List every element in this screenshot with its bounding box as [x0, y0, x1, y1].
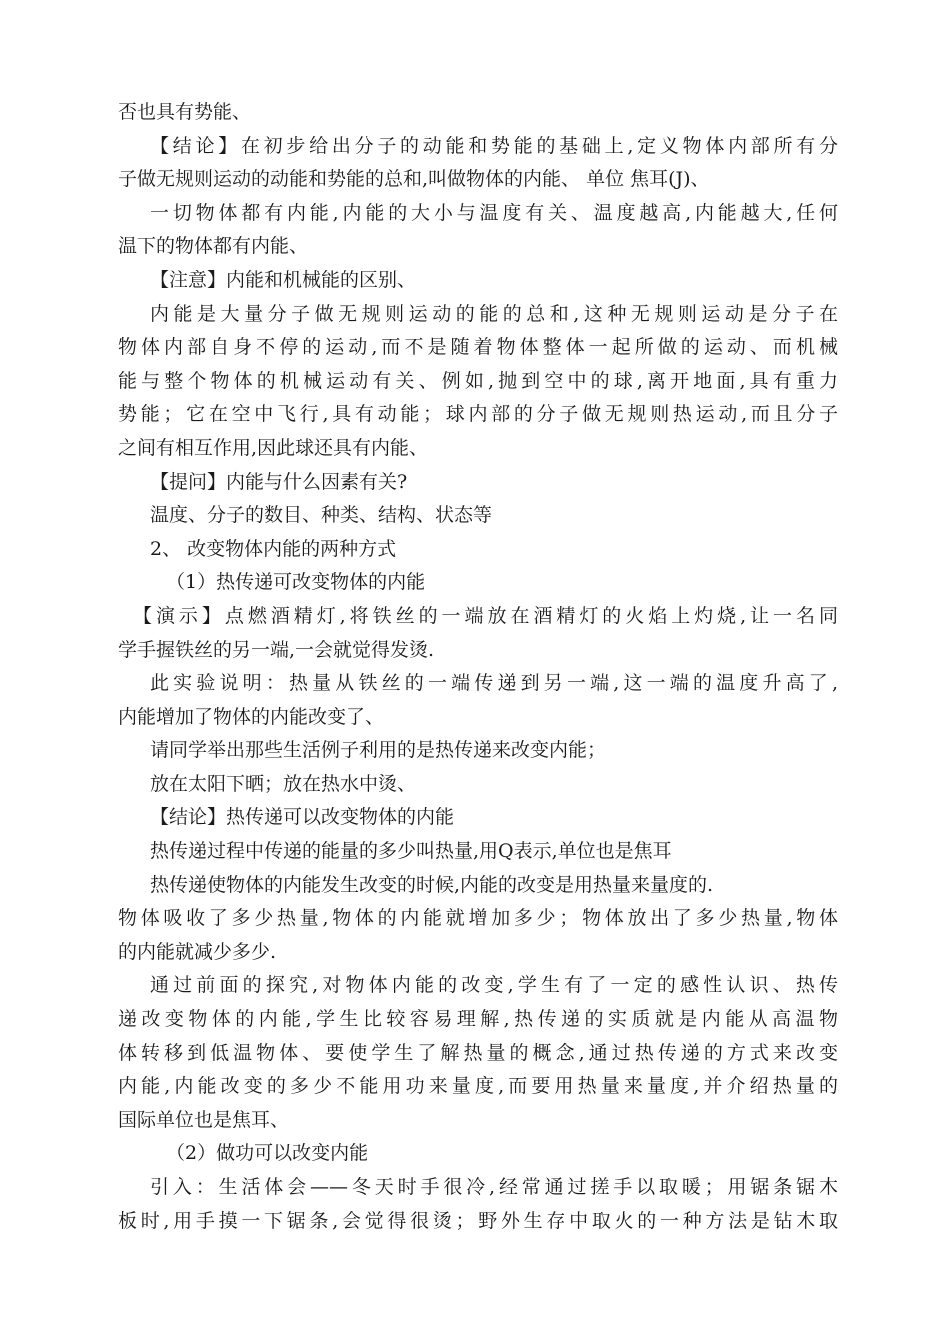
text-line: 势能；它在空中飞行,具有动能；球内部的分子做无规则热运动,而且分子: [118, 403, 838, 426]
text-line: 物体内部自身不停的运动,而不是随着物体整体一起所做的运动、而机械: [118, 336, 838, 359]
text-line: 【演示】点燃酒精灯,将铁丝的一端放在酒精灯的火焰上灼烧,让一名同: [133, 604, 838, 627]
text-line: 否也具有势能、: [118, 101, 252, 123]
text-line: 请同学举出那些生活例子利用的是热传递来改变内能；: [150, 739, 607, 762]
text-line: 此实验说明：热量从铁丝的一端传递到另一端,这一端的温度升高了,: [150, 672, 838, 695]
text-line: 内能是大量分子做无规则运动的能的总和,这种无规则运动是分子在: [150, 302, 838, 325]
text-line: 通过前面的探究,对物体内能的改变,学生有了一定的感性认识、热传: [150, 974, 838, 997]
text-line: 温下的物体都有内能、: [118, 235, 309, 258]
text-line: 体转移到低温物体、要使学生了解热量的概念,通过热传递的方式来改变: [118, 1041, 838, 1064]
text-line: 物体吸收了多少热量,物体的内能就增加多少；物体放出了多少热量,物体: [118, 907, 838, 930]
text-line: 热传递使物体的内能发生改变的时候,内能的改变是用热量来量度的.: [150, 873, 714, 896]
text-line: 2、 改变物体内能的两种方式: [150, 537, 397, 560]
text-line: 【提问】内能与什么因素有关?: [150, 470, 408, 493]
text-line: 的内能就减少多少.: [118, 940, 277, 963]
text-line: 内能增加了物体的内能改变了、: [118, 705, 385, 728]
text-line: 一切物体都有内能,内能的大小与温度有关、温度越高,内能越大,任何: [150, 201, 838, 224]
text-line: 内能,内能改变的多少不能用功来量度,而要用热量来量度,并介绍热量的: [118, 1075, 838, 1098]
text-line: 递改变物体的内能,学生比较容易理解,热传递的实质就是内能从高温物: [118, 1008, 838, 1031]
document-body: [118, 96, 838, 1238]
text-line: 之间有相互作用,因此球还具有内能、: [118, 436, 429, 459]
text-line: 放在太阳下晒；放在热水中烫、: [150, 772, 417, 795]
text-line: 子做无规则运动的动能和势能的总和,叫做物体的内能、 单位 焦耳(J)、: [118, 168, 710, 191]
text-line: （1）热传递可改变物体的内能: [166, 571, 426, 594]
text-line: （2）做功可以改变内能: [166, 1142, 369, 1165]
text-line: 【结论】在初步给出分子的动能和势能的基础上,定义物体内部所有分: [150, 134, 838, 157]
text-line: 引入：生活体会——冬天时手很冷,经常通过搓手以取暖；用锯条锯木: [150, 1176, 838, 1198]
text-line: 温度、分子的数目、种类、结构、状态等: [150, 504, 493, 527]
text-line: 板时,用手摸一下锯条,会觉得很烫；野外生存中取火的一种方法是钻木取: [118, 1209, 838, 1232]
text-line: 能与整个物体的机械运动有关、例如,抛到空中的球,离开地面,具有重力: [118, 369, 838, 392]
text-line: 【注意】内能和机械能的区别、: [150, 268, 417, 291]
text-line: 热传递过程中传递的能量的多少叫热量,用Q表示,单位也是焦耳: [150, 840, 672, 863]
text-line: 学手握铁丝的另一端,一会就觉得发烫.: [118, 638, 435, 661]
text-line: 【结论】热传递可以改变物体的内能: [150, 806, 455, 829]
text-line: 国际单位也是焦耳、: [118, 1108, 290, 1131]
